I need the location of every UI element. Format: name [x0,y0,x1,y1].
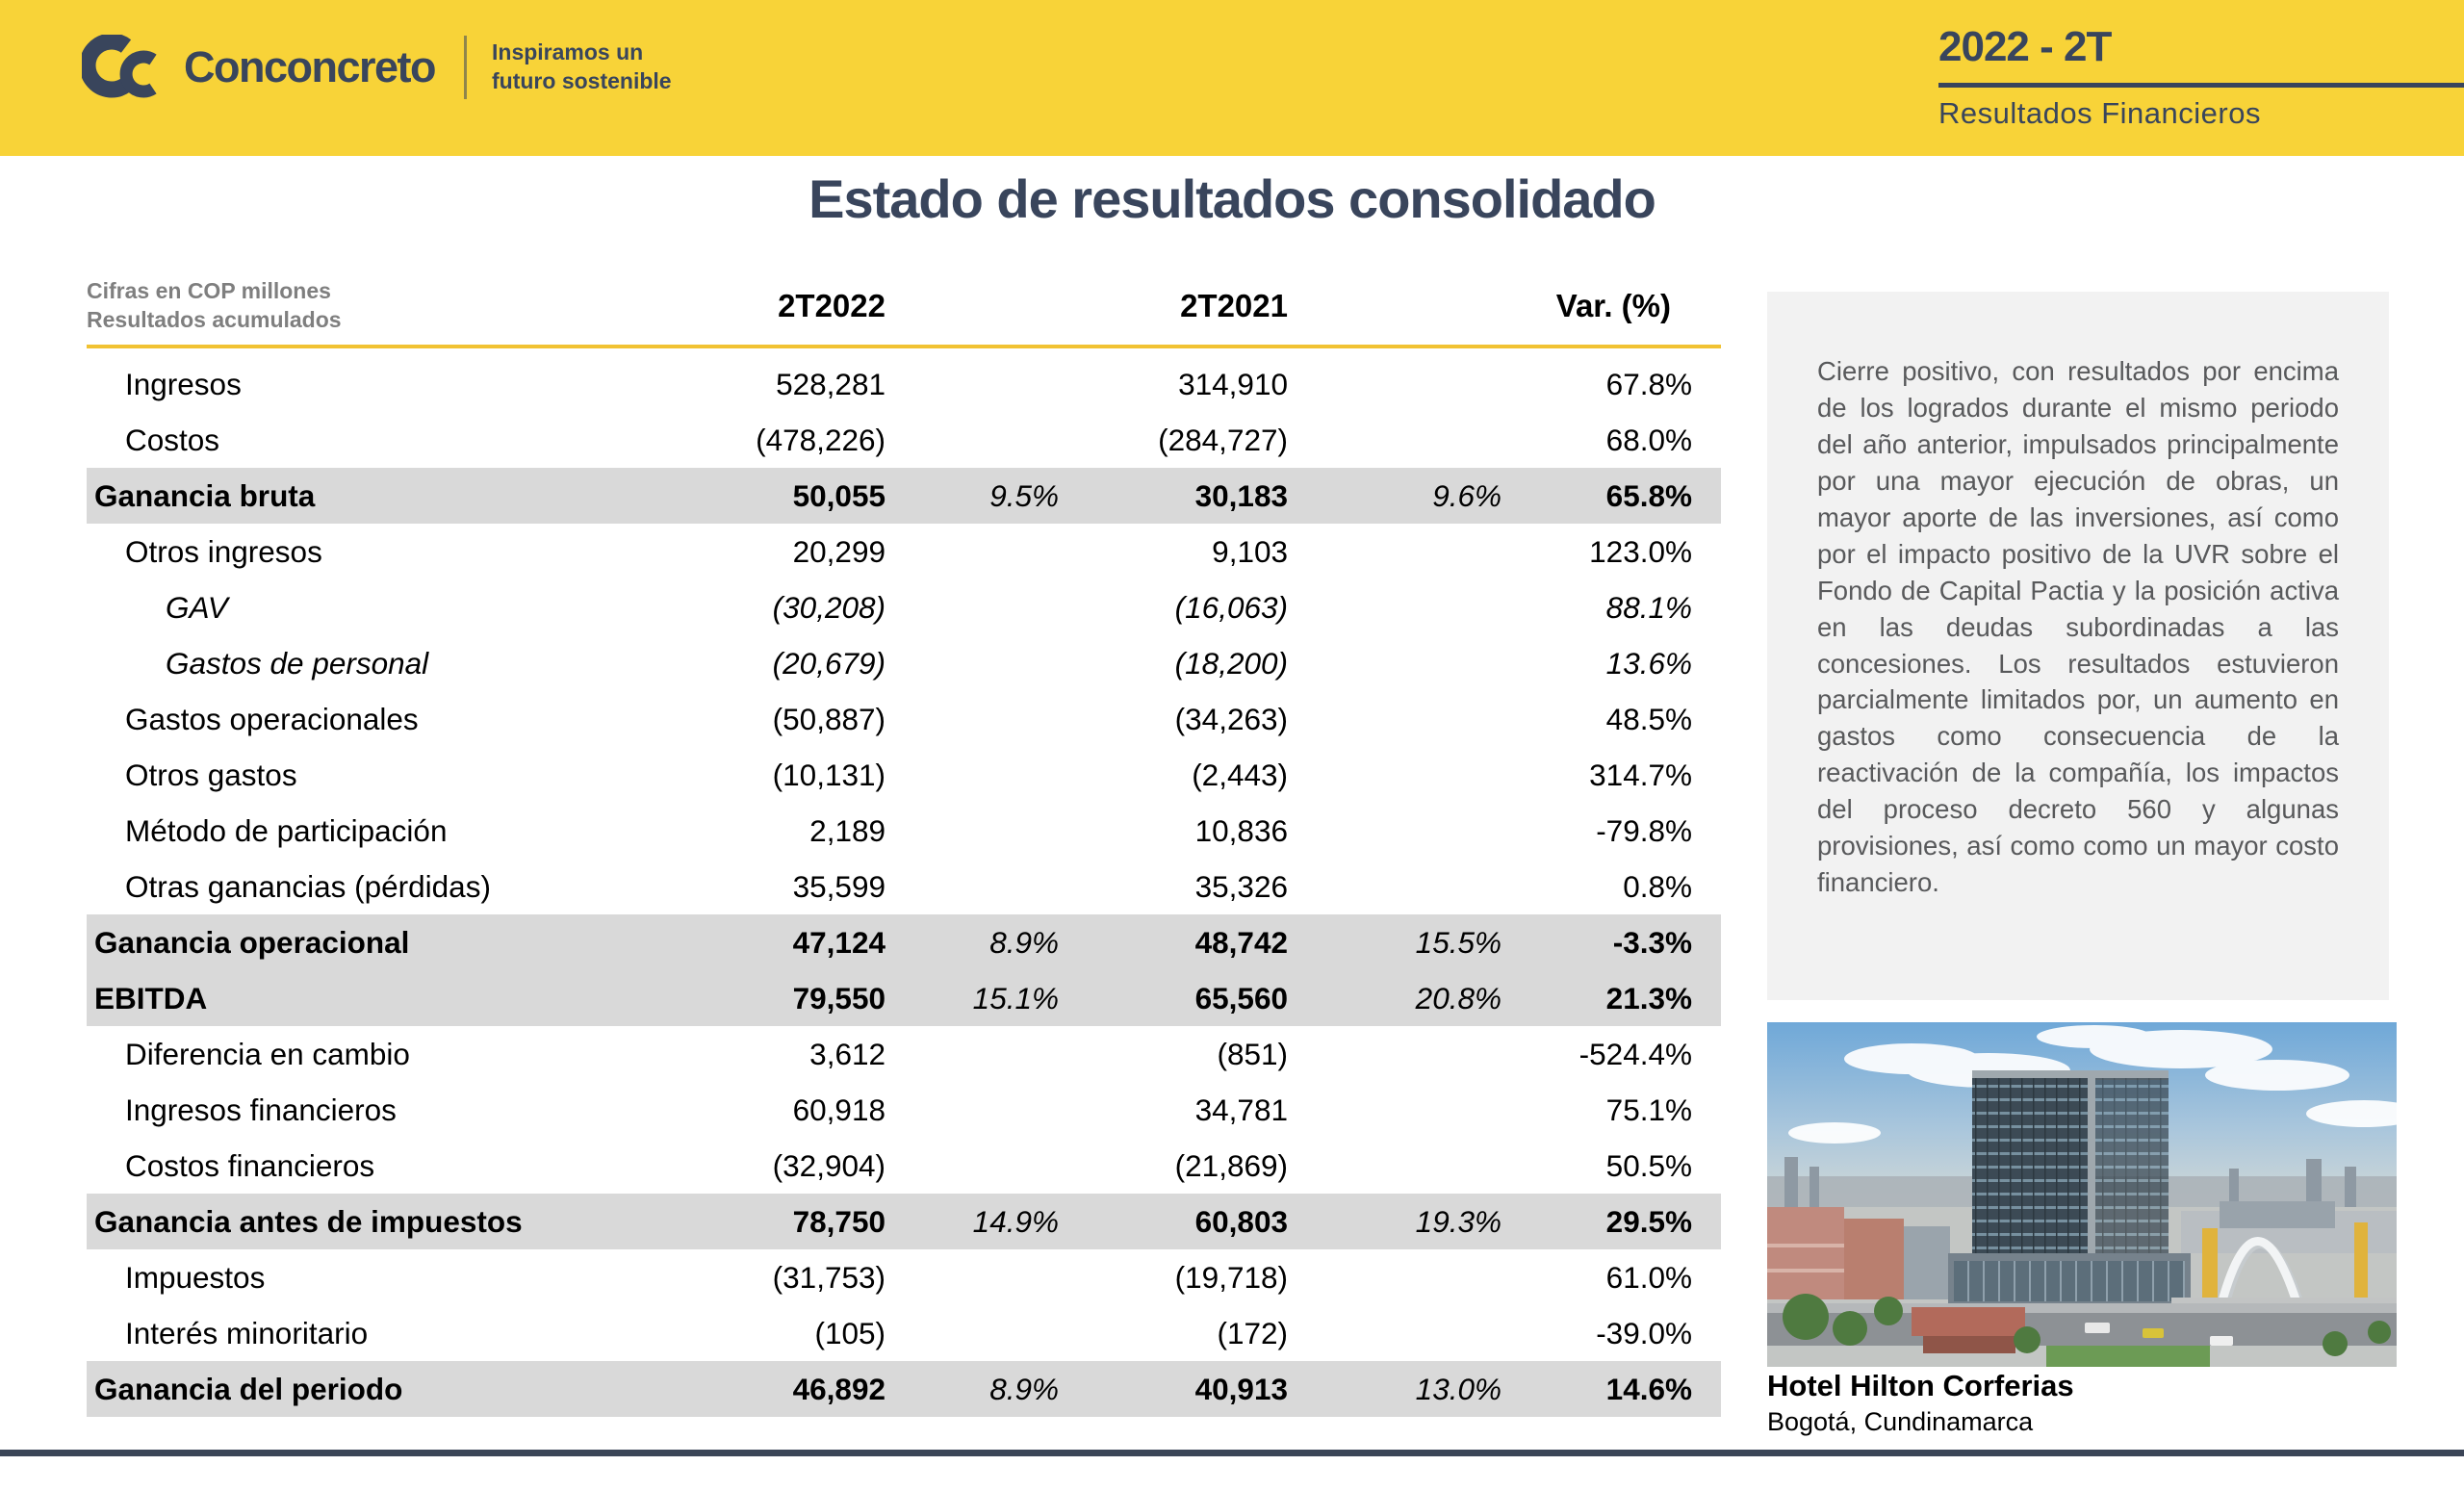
margin-2t2021: 19.3% [1415,1203,1502,1239]
value-2t2022: 2,189 [809,812,886,848]
margin-2t2021: 13.0% [1415,1371,1502,1406]
margin-2t2022: 14.9% [972,1203,1059,1239]
table-row [87,859,1721,914]
value-2t2022: (20,679) [772,645,886,681]
row-label: EBITDA [94,980,208,1015]
value-2t2021: 10,836 [1194,812,1288,848]
variation-pct: 314.7% [1589,757,1692,792]
column-header-variation: Var. (%) [1555,288,1671,323]
row-label: Otras ganancias (pérdidas) [125,868,491,904]
value-2t2022: 528,281 [776,366,886,401]
value-2t2022: (50,887) [772,701,886,736]
row-label: Gastos operacionales [125,701,419,736]
header-gold-rule [87,345,1721,348]
income-statement-table [87,270,1721,1417]
row-label: Costos [125,422,220,457]
value-2t2022: 46,892 [792,1371,886,1406]
period-block [1938,23,2464,131]
row-label: Interés minoritario [125,1315,369,1350]
variation-pct: -524.4% [1578,1036,1692,1071]
value-2t2021: 35,326 [1194,868,1288,904]
units-note-line1: Cifras en COP millones [87,278,331,304]
value-2t2021: (21,869) [1174,1147,1288,1183]
value-2t2021: (2,443) [1192,757,1288,792]
value-2t2021: 48,742 [1194,924,1288,960]
variation-pct: 0.8% [1623,868,1692,904]
value-2t2022: 20,299 [792,533,886,569]
value-2t2022: 35,599 [792,868,886,904]
photo-caption-location: Bogotá, Cundinamarca [1767,1407,2034,1436]
variation-pct: 61.0% [1605,1259,1692,1295]
value-2t2022: 60,918 [792,1092,886,1127]
row-label: Diferencia en cambio [125,1036,410,1071]
variation-pct: -39.0% [1596,1315,1692,1350]
value-2t2022: 47,124 [792,924,886,960]
table-row [87,1361,1721,1417]
photo-caption-title: Hotel Hilton Corferias [1767,1369,2074,1402]
variation-pct: 48.5% [1605,701,1692,736]
table-row [87,1194,1721,1249]
report-type: Resultados Financieros [1938,96,2261,130]
table-row [87,747,1721,803]
commentary-box [1767,292,2389,1000]
variation-pct: 50.5% [1605,1147,1692,1183]
table-row [87,1249,1721,1305]
value-2t2022: (31,753) [772,1259,886,1295]
row-label: Impuestos [125,1259,266,1295]
value-2t2022: 3,612 [809,1036,886,1071]
value-2t2021: (19,718) [1174,1259,1288,1295]
row-label: Método de participación [125,812,448,848]
value-2t2021: 30,183 [1194,477,1288,513]
variation-pct: -3.3% [1612,924,1692,960]
tagline-line2: futuro sostenible [492,68,672,93]
value-2t2022: (30,208) [772,589,886,625]
value-2t2021: 40,913 [1194,1371,1288,1406]
row-label: Costos financieros [125,1147,375,1183]
value-2t2021: (851) [1217,1036,1288,1071]
variation-pct: 67.8% [1605,366,1692,401]
table-row [87,1138,1721,1194]
variation-pct: 29.5% [1605,1203,1692,1239]
margin-2t2021: 15.5% [1415,924,1502,960]
table-row [87,579,1721,635]
variation-pct: 123.0% [1589,533,1692,569]
value-2t2021: (18,200) [1174,645,1288,681]
table-row [87,635,1721,691]
row-label: Otros gastos [125,757,297,792]
variation-pct: -79.8% [1596,812,1692,848]
variation-pct: 65.8% [1605,477,1692,513]
value-2t2021: 60,803 [1194,1203,1288,1239]
banner-divider [464,36,467,99]
company-tagline [492,39,672,96]
variation-pct: 68.0% [1605,422,1692,457]
row-label: Ingresos financieros [125,1092,397,1127]
units-note [87,277,606,335]
value-2t2022: (478,226) [756,422,886,457]
value-2t2022: (105) [814,1315,886,1350]
row-label: Ganancia bruta [94,477,316,513]
value-2t2021: 34,781 [1194,1092,1288,1127]
table-row [87,970,1721,1026]
units-note-line2: Resultados acumulados [87,307,342,332]
conconcreto-logo [82,35,672,100]
table-row [87,1082,1721,1138]
hotel-photo [1767,1022,2397,1367]
row-label: GAV [166,589,228,625]
commentary-text: Cierre positivo, con resultados por encima de los logrados durante el mismo periodo del año anterior, impulsados principalmente por una mayor ejecución de obras, un mayor aporte de las inversiones, así como por el impacto positivo de la UVR sobre el Fondo de Capital Pactia y la posición activa en las deudas subordinadas a las concesiones. Los resultados estuvieron parcialmente limitados por, un aumento en gastos como consecuencia de la reactivación de la compañía, los impactos del proceso decreto 560 y algunas provisiones, así como como un mayor costo financiero. [1817,356,2339,898]
margin-2t2022: 15.1% [972,980,1059,1015]
column-header-2t2021: 2T2021 [1180,288,1288,323]
margin-2t2022: 8.9% [989,1371,1059,1406]
table-row [87,468,1721,524]
tagline-line1: Inspiramos un [492,39,644,65]
value-2t2022: (10,131) [772,757,886,792]
margin-2t2022: 9.5% [989,477,1059,513]
value-2t2021: (172) [1217,1315,1288,1350]
value-2t2021: (34,263) [1174,701,1288,736]
table-row [87,803,1721,859]
table-row [87,356,1721,412]
bottom-rule [0,1450,2464,1456]
margin-2t2022: 8.9% [989,924,1059,960]
value-2t2022: 50,055 [792,477,886,513]
table-row [87,1026,1721,1082]
column-header-2t2022: 2T2022 [778,288,886,323]
row-label: Otros ingresos [125,533,322,569]
variation-pct: 75.1% [1605,1092,1692,1127]
table-row [87,524,1721,579]
value-2t2021: (16,063) [1174,589,1288,625]
hotel-photo-illustration [1767,1022,2397,1367]
value-2t2021: 65,560 [1194,980,1288,1015]
table-row [87,1305,1721,1361]
top-banner [0,0,2464,156]
conconcreto-logo-icon [82,35,170,100]
income-statement-rows [87,356,1721,1417]
page-title: Estado de resultados consolidado [808,168,1656,229]
table-header [87,270,1721,343]
variation-pct: 14.6% [1605,1371,1692,1406]
variation-pct: 21.3% [1605,980,1692,1015]
value-2t2021: 314,910 [1178,366,1288,401]
table-row [87,691,1721,747]
company-name: Conconcreto [184,42,436,91]
table-row [87,412,1721,468]
table-row [87,914,1721,970]
margin-2t2021: 20.8% [1415,980,1502,1015]
value-2t2022: 79,550 [792,980,886,1015]
variation-pct: 13.6% [1605,645,1692,681]
row-label: Ganancia del periodo [94,1371,403,1406]
row-label: Ganancia operacional [94,924,410,960]
variation-pct: 88.1% [1605,589,1692,625]
margin-2t2021: 9.6% [1432,477,1502,513]
value-2t2021: (284,727) [1158,422,1288,457]
row-label: Ganancia antes de impuestos [94,1203,523,1239]
value-2t2021: 9,103 [1212,533,1288,569]
value-2t2022: 78,750 [792,1203,886,1239]
row-label: Gastos de personal [166,645,429,681]
value-2t2022: (32,904) [772,1147,886,1183]
period-title: 2022 - 2T [1938,23,2464,88]
row-label: Ingresos [125,366,242,401]
